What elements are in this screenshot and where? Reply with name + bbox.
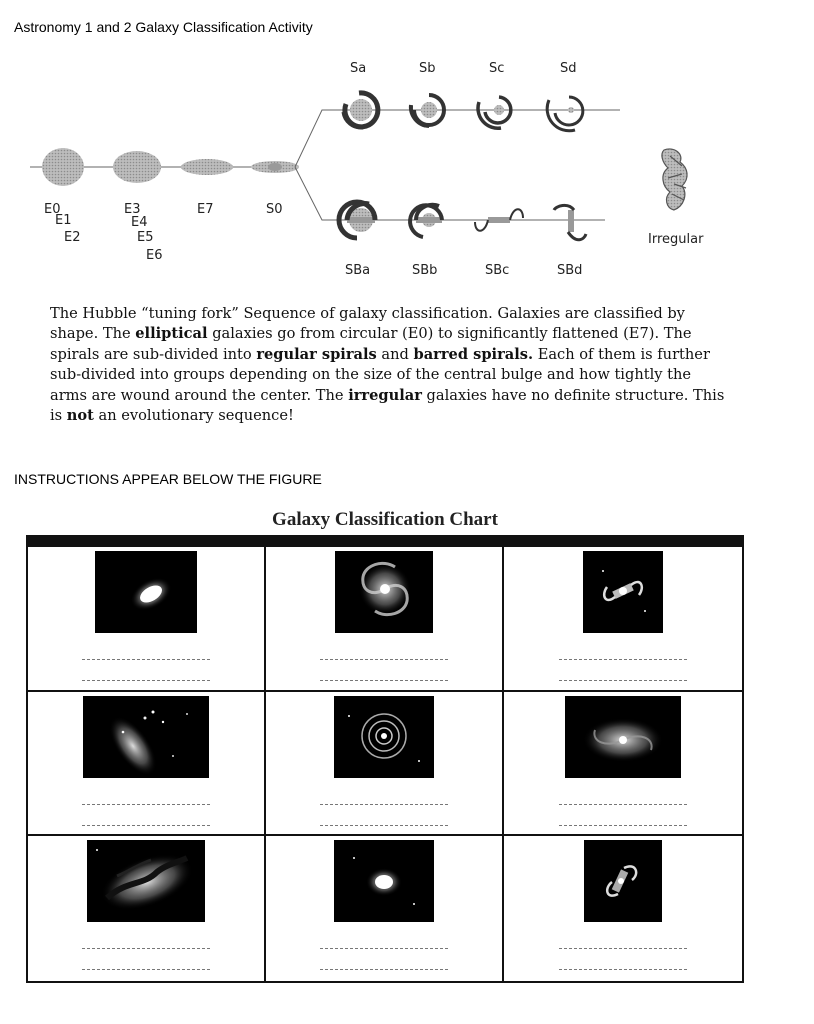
label-e5: E5	[137, 230, 154, 245]
irregular-galaxy-photo	[83, 696, 209, 778]
answer-line[interactable]	[82, 825, 210, 826]
answer-line[interactable]	[559, 680, 687, 681]
label-sa: Sa	[350, 61, 367, 76]
label-sba: SBa	[345, 263, 371, 278]
chart-cell	[266, 692, 504, 837]
e7-galaxy-shape	[181, 159, 233, 175]
figure-caption: The Hubble “tuning fork” Sequence of galaxy classification. Galaxies are classified by shape. The elliptical galaxies go from circular (E0) to significantly flattened (E7). The spirals are sub-divided into regular spirals and barred spirals. Each of them is further sub-divided into groups depending on the size of the central bulge and how tightly the arms are wound around the center. The irregular galaxies have no definite structure. This is not an evolutionary sequence!	[50, 305, 725, 425]
label-sbd: SBd	[557, 263, 583, 278]
hubble-tuning-fork-diagram	[0, 44, 814, 294]
chart-cell	[266, 836, 504, 981]
label-e2: E2	[64, 230, 81, 245]
chart-header-bar	[26, 535, 744, 547]
label-irregular: Irregular	[648, 232, 704, 247]
chart-cell	[504, 547, 742, 692]
label-e7: E7	[197, 202, 214, 217]
chart-title: Galaxy Classification Chart	[272, 509, 498, 530]
document-title: Astronomy 1 and 2 Galaxy Classification Activity	[14, 19, 313, 35]
label-sbc: SBc	[485, 263, 510, 278]
answer-line[interactable]	[320, 969, 448, 970]
answer-line[interactable]	[320, 825, 448, 826]
sc-galaxy-shape	[478, 97, 511, 128]
chart-cell	[266, 547, 504, 692]
answer-line[interactable]	[559, 948, 687, 949]
barred-spiral-galaxy-photo	[584, 840, 662, 922]
sd-galaxy-shape	[547, 97, 583, 131]
answer-line[interactable]	[82, 969, 210, 970]
answer-line[interactable]	[320, 804, 448, 805]
label-e1: E1	[55, 213, 72, 228]
instructions-note: INSTRUCTIONS APPEAR BELOW THE FIGURE	[14, 471, 322, 487]
answer-line[interactable]	[320, 680, 448, 681]
chart-cell	[28, 836, 266, 981]
answer-line[interactable]	[82, 804, 210, 805]
sbb-galaxy-shape	[410, 205, 442, 237]
ring-spiral-galaxy-photo	[334, 696, 434, 778]
elliptical-galaxy-photo	[95, 551, 197, 633]
barred-spiral-galaxy-photo	[583, 551, 663, 633]
label-s0: S0	[266, 202, 283, 217]
spiral-galaxy-photo	[565, 696, 681, 778]
answer-line[interactable]	[559, 804, 687, 805]
label-sbb: SBb	[412, 263, 438, 278]
irregular-galaxy-shape	[662, 149, 687, 210]
chart-cell	[28, 547, 266, 692]
chart-cell	[504, 836, 742, 981]
answer-line[interactable]	[82, 680, 210, 681]
answer-line[interactable]	[559, 659, 687, 660]
label-e6: E6	[146, 248, 163, 263]
dusty-irregular-galaxy-photo	[87, 840, 205, 922]
label-sd: Sd	[560, 61, 577, 76]
label-sc: Sc	[489, 61, 505, 76]
answer-line[interactable]	[320, 659, 448, 660]
answer-line[interactable]	[82, 948, 210, 949]
galaxy-classification-grid	[26, 547, 744, 983]
elliptical-galaxy-photo	[334, 840, 434, 922]
label-e0: E0	[44, 202, 61, 217]
answer-line[interactable]	[559, 969, 687, 970]
answer-line[interactable]	[82, 659, 210, 660]
answer-line[interactable]	[559, 825, 687, 826]
spiral-galaxy-photo	[335, 551, 433, 633]
e3-galaxy-shape	[113, 151, 161, 183]
label-e3: E3	[124, 202, 141, 217]
label-sb: Sb	[419, 61, 436, 76]
chart-cell	[28, 692, 266, 837]
e0-galaxy-shape	[42, 148, 84, 186]
chart-cell	[504, 692, 742, 837]
answer-line[interactable]	[320, 948, 448, 949]
label-e4: E4	[131, 215, 148, 230]
sbd-galaxy-shape	[554, 205, 586, 239]
